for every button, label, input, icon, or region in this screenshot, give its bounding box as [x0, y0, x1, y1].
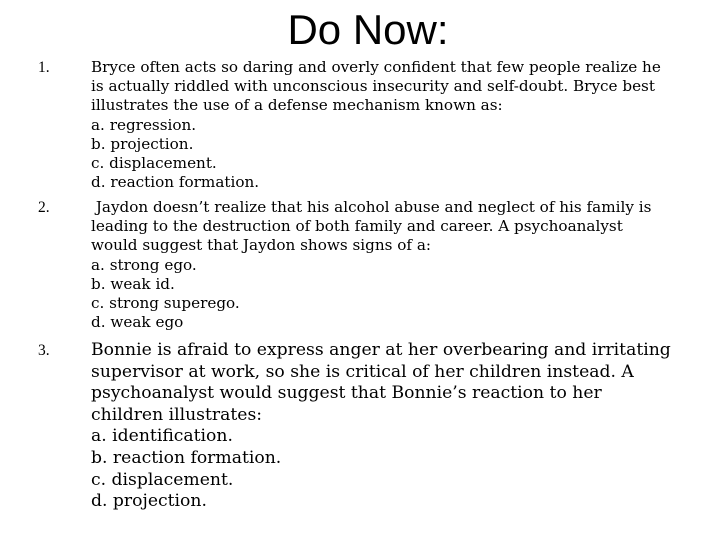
answer-option: c. strong superego.	[91, 294, 240, 313]
question-number: 2.	[38, 199, 50, 216]
answer-option: a. identification.	[91, 426, 233, 447]
question-line: is actually riddled with unconscious insecurity and self-doubt. Bryce best	[91, 77, 655, 96]
question-line: psychoanalyst would suggest that Bonnie’s reaction to her	[91, 383, 602, 404]
question-line: Bryce often acts so daring and overly confident that few people realize he	[91, 58, 661, 76]
answer-option: d. reaction formation.	[91, 173, 260, 192]
answer-option: b. reaction formation.	[91, 447, 282, 468]
question-number: 3.	[38, 342, 50, 359]
question-line: leading to the destruction of both family and career. A psychoanalyst	[91, 217, 623, 236]
question-text	[91, 58, 691, 192]
question-line: illustrates the use of a defense mechanism known as:	[91, 96, 503, 115]
question-text	[91, 340, 691, 513]
answer-option: b. weak id.	[91, 274, 175, 293]
answer-option: c. displacement.	[91, 469, 234, 490]
question-line: supervisor at work, so she is critical of her children instead. A	[91, 361, 634, 382]
answer-option: d. projection.	[91, 491, 207, 512]
question-line: Bonnie is afraid to express anger at her overbearing and irritating	[91, 340, 671, 360]
answer-option: a. strong ego.	[91, 255, 197, 274]
answer-option: b. projection.	[91, 134, 194, 153]
answer-option: a. regression.	[91, 115, 197, 134]
question-text	[91, 198, 691, 332]
question-line: would suggest that Jaydon shows signs of a:	[91, 236, 432, 255]
slide-title: Do Now:	[287, 6, 449, 53]
question-line: children illustrates:	[91, 404, 263, 425]
question-line: Jaydon doesn’t realize that his alcohol abuse and neglect of his family is	[91, 198, 652, 216]
answer-option: c. displacement.	[91, 154, 217, 173]
question-number: 1.	[38, 59, 50, 76]
answer-option: d. weak ego	[91, 313, 184, 332]
